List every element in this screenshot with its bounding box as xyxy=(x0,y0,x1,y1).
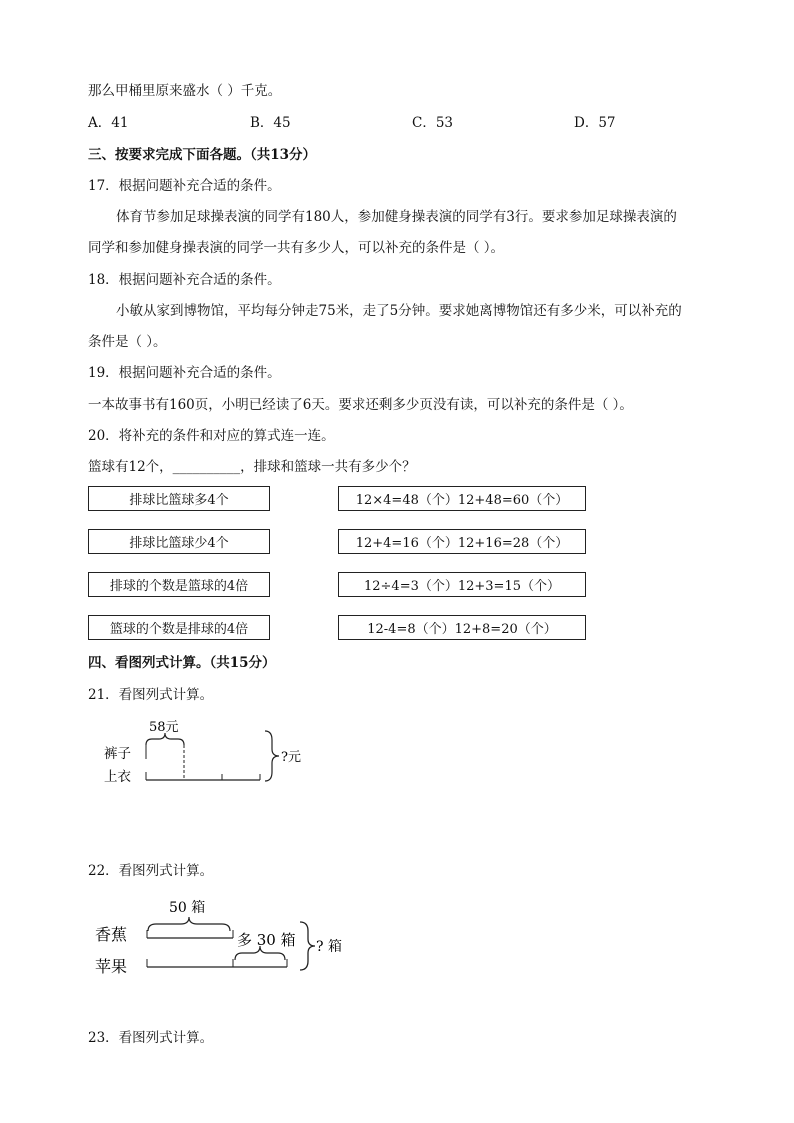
q21-top-label: 58元 xyxy=(149,720,179,735)
q19-text: 一本故事书有160页，小明已经读了6天。要求还剩多少页没有读，可以补充的条件是（ ）。 xyxy=(88,397,633,413)
q18-title: 18．根据问题补充合适的条件。 xyxy=(88,272,281,288)
q22-right-brace xyxy=(300,922,315,970)
q20-condition-box[interactable]: 排球比篮球少4个 xyxy=(88,529,270,554)
q22-top-label: 50 箱 xyxy=(169,900,206,916)
q17-title: 17．根据问题补充合适的条件。 xyxy=(88,178,281,194)
q22-title: 22．看图列式计算。 xyxy=(88,863,214,879)
q21-row2-label: 上衣 xyxy=(104,769,131,785)
q18-text-1: 小敏从家到博物馆，平均每分钟走75米，走了5分钟。要求她离博物馆还有多少米，可以补充的 xyxy=(116,303,682,319)
q20-condition-box[interactable]: 篮球的个数是排球的4倍 xyxy=(88,615,270,640)
section4-heading: 四、看图列式计算。（共15分） xyxy=(88,655,276,671)
q20-formula-box[interactable]: 12÷4=3（个）12+3=15（个） xyxy=(338,572,586,597)
q16-option-d: D．57 xyxy=(574,115,616,131)
q22-top-brace xyxy=(148,917,230,931)
q22-diff-label: 多 30 箱 xyxy=(237,931,296,949)
q17-text-1: 体育节参加足球操表演的同学有180人，参加健身操表演的同学有3行。要求参加足球操表演的 xyxy=(116,209,677,225)
q20-formula-box[interactable]: 12×4=48（个）12+48=60（个） xyxy=(338,486,586,511)
q20-formula-box[interactable]: 12-4=8（个）12+8=20（个） xyxy=(338,615,586,640)
q16-option-b: B．45 xyxy=(250,115,291,131)
q21-right-brace xyxy=(265,731,279,781)
q22-row1-label: 香蕉 xyxy=(95,925,128,944)
q16-stem-end: 那么甲桶里原来盛水（ ）千克。 xyxy=(88,83,282,99)
q21-row1-label: 裤子 xyxy=(104,746,131,762)
q22-row2-label: 苹果 xyxy=(95,957,128,976)
q21-title: 21．看图列式计算。 xyxy=(88,687,214,703)
q20-condition-box[interactable]: 排球比篮球多4个 xyxy=(88,486,270,511)
q17-text-2: 同学和参加健身操表演的同学一共有多少人，可以补充的条件是（ ）。 xyxy=(88,240,505,256)
q21-top-brace xyxy=(146,733,184,745)
q20-condition-box[interactable]: 排球的个数是篮球的4倍 xyxy=(88,572,270,597)
q22-question-label: ? 箱 xyxy=(316,939,342,955)
q20-title: 20．将补充的条件和对应的算式连一连。 xyxy=(88,428,335,444)
q23-title: 23．看图列式计算。 xyxy=(88,1030,214,1046)
q21-question-label: ?元 xyxy=(281,750,301,765)
q22-diff-brace xyxy=(235,946,285,960)
q16-option-a: A．41 xyxy=(88,115,129,131)
q20-prompt: 篮球有12个，__________，排球和篮球一共有多少个？ xyxy=(88,459,416,475)
q19-title: 19．根据问题补充合适的条件。 xyxy=(88,365,281,381)
section3-heading: 三、按要求完成下面各题。（共13分） xyxy=(88,147,317,163)
q20-formula-box[interactable]: 12+4=16（个）12+16=28（个） xyxy=(338,529,586,554)
q16-option-c: C．53 xyxy=(412,115,454,131)
q18-text-2: 条件是（ ）。 xyxy=(88,334,167,350)
